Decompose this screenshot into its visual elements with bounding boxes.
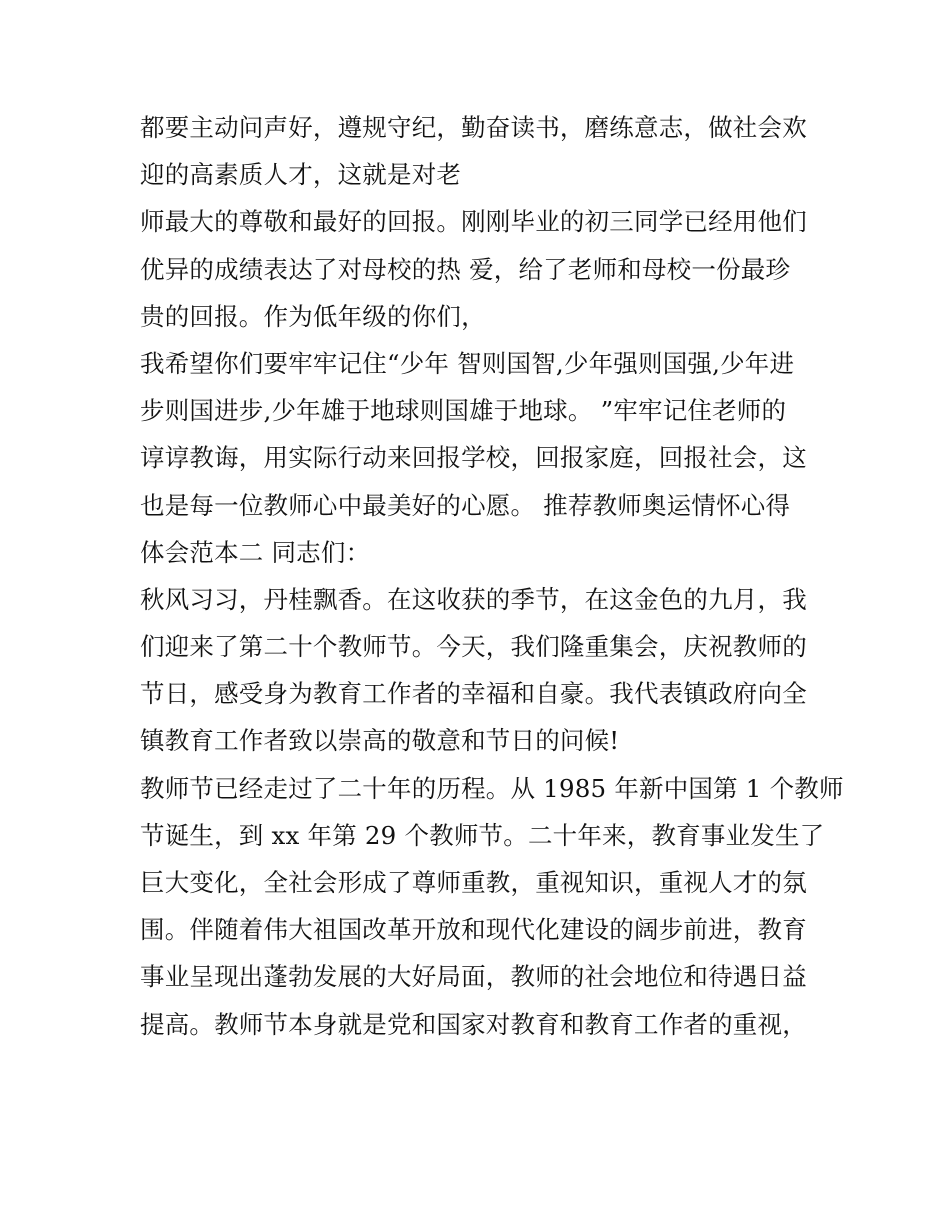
text-line: 节日，感受身为教育工作者的幸福和自豪。我代表镇政府向全 xyxy=(140,679,807,709)
text-line: 巨大变化，全社会形成了尊师重教，重视知识，重视人才的氛 xyxy=(140,868,807,897)
text-line: 围。伴随着伟大祖国改革开放和现代化建设的阔步前进，教育 xyxy=(140,915,807,945)
text-line: 节诞生，到 xx 年第 29 个教师节。二十年来，教育事业发生了 xyxy=(140,820,825,850)
document-body xyxy=(140,104,844,1048)
text-line: 步则国进步,少年雄于地球则国雄于地球。 ”牢牢记住老师的 xyxy=(140,396,787,426)
text-line: 也是每一位教师心中最美好的心愿。 推荐教师奥运情怀心得 xyxy=(140,490,791,520)
text-line: 体会范本二 同志们： xyxy=(140,537,371,567)
text-line: 镇教育工作者致以崇高的敬意和节日的问候! xyxy=(140,726,620,756)
text-line: 我希望你们要牢牢记住“少年 智则国智,少年强则国强,少年进 xyxy=(140,348,795,378)
text-line: 贵的回报。作为低年级的你们， xyxy=(140,301,486,331)
text-line: 都要主动问声好，遵规守纪，勤奋读书，磨练意志，做社会欢 xyxy=(140,113,807,142)
text-line: 们迎来了第二十个教师节。今天，我们隆重集会，庆祝教师的 xyxy=(140,632,807,662)
text-line: 优异的成绩表达了对母校的热 爱，给了老师和母校一份最珍 xyxy=(140,254,791,284)
text-line: 教师节已经走过了二十年的历程。从 1985 年新中国第 1 个教师 xyxy=(140,773,844,803)
text-line: 提高。教师节本身就是党和国家对教育和教育工作者的重视， xyxy=(140,1009,807,1039)
text-line: 秋风习习，丹桂飘香。在这收获的季节，在这金色的九月，我 xyxy=(140,584,807,614)
text-line: 师最大的尊敬和最好的回报。刚刚毕业的初三同学已经用他们 xyxy=(140,207,807,237)
text-line: 迎的高素质人才，这就是对老 xyxy=(140,160,462,190)
text-line: 事业呈现出蓬勃发展的大好局面，教师的社会地位和待遇日益 xyxy=(140,962,807,992)
text-line: 谆谆教诲，用实际行动来回报学校，回报家庭，回报社会，这 xyxy=(140,443,807,473)
